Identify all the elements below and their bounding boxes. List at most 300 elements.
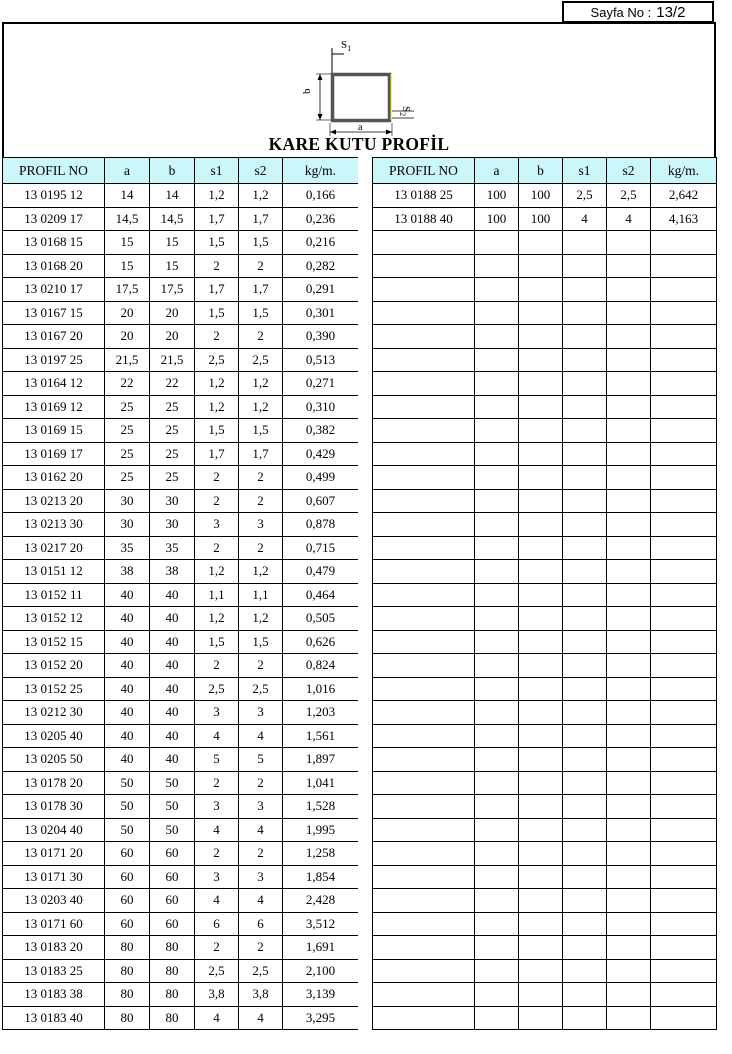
table-cell	[519, 419, 563, 443]
table-cell	[563, 983, 607, 1007]
table-cell	[475, 795, 519, 819]
table-cell: 1,7	[239, 442, 283, 466]
table-cell	[607, 419, 651, 443]
table-cell: 1,2	[195, 184, 239, 208]
column-header: b	[150, 158, 195, 184]
table-cell: 2,5	[239, 677, 283, 701]
table-row	[373, 677, 717, 701]
table-row	[373, 654, 717, 678]
table-cell: 2	[239, 489, 283, 513]
table-cell: 1,2	[239, 607, 283, 631]
table-cell: 0,513	[283, 348, 359, 372]
table-cell	[651, 254, 717, 278]
table-row	[373, 254, 717, 278]
table-cell: 13 0203 40	[3, 889, 105, 913]
table-row	[373, 771, 717, 795]
table-cell	[651, 489, 717, 513]
table-cell	[563, 560, 607, 584]
table-row	[373, 983, 717, 1007]
table-cell	[373, 372, 475, 396]
table-cell	[563, 254, 607, 278]
table-cell	[607, 536, 651, 560]
table-cell	[475, 1006, 519, 1030]
table-row	[373, 348, 717, 372]
box-profile-shape	[333, 75, 390, 121]
table-cell	[563, 395, 607, 419]
table-cell	[475, 959, 519, 983]
table-row	[3, 607, 359, 631]
table-cell: 1,7	[239, 278, 283, 302]
table-cell	[563, 513, 607, 537]
table-cell: 1,897	[283, 748, 359, 772]
table-cell: 35	[150, 536, 195, 560]
table-cell	[651, 607, 717, 631]
right-header-row	[373, 158, 717, 184]
table-cell: 13 0205 40	[3, 724, 105, 748]
table-row	[3, 771, 359, 795]
table-cell	[475, 466, 519, 490]
table-cell	[475, 348, 519, 372]
table-cell	[475, 419, 519, 443]
table-cell: 1,561	[283, 724, 359, 748]
b-label: b	[301, 88, 313, 94]
table-cell: 3,8	[195, 983, 239, 1007]
table-row	[373, 536, 717, 560]
table-row	[3, 912, 359, 936]
table-row	[3, 630, 359, 654]
table-cell: 3	[239, 795, 283, 819]
table-cell	[475, 842, 519, 866]
table-cell	[607, 489, 651, 513]
table-row	[3, 795, 359, 819]
table-cell	[475, 489, 519, 513]
table-cell: 0,479	[283, 560, 359, 584]
table-cell: 2	[239, 771, 283, 795]
table-cell: 30	[105, 489, 150, 513]
table-cell	[519, 630, 563, 654]
table-row	[3, 560, 359, 584]
table-cell	[651, 583, 717, 607]
table-cell: 40	[150, 748, 195, 772]
table-cell	[651, 654, 717, 678]
table-cell	[475, 395, 519, 419]
table-cell	[475, 654, 519, 678]
table-cell	[607, 818, 651, 842]
table-cell	[563, 771, 607, 795]
table-cell: 13 0178 20	[3, 771, 105, 795]
table-cell: 1,5	[239, 630, 283, 654]
table-cell: 22	[150, 372, 195, 396]
table-cell	[519, 301, 563, 325]
table-cell	[651, 842, 717, 866]
table-cell	[373, 231, 475, 255]
table-row	[373, 607, 717, 631]
table-cell: 60	[150, 842, 195, 866]
table-cell	[519, 654, 563, 678]
table-cell	[373, 630, 475, 654]
table-row	[3, 489, 359, 513]
table-cell	[563, 466, 607, 490]
table-cell: 50	[105, 818, 150, 842]
table-cell: 60	[105, 842, 150, 866]
table-row	[373, 701, 717, 725]
table-cell: 25	[150, 419, 195, 443]
table-cell: 2	[239, 536, 283, 560]
table-cell: 14	[150, 184, 195, 208]
table-cell	[373, 983, 475, 1007]
table-row	[373, 278, 717, 302]
table-cell	[607, 513, 651, 537]
table-cell	[475, 254, 519, 278]
table-cell: 13 0217 20	[3, 536, 105, 560]
table-cell	[373, 301, 475, 325]
table-cell: 60	[150, 865, 195, 889]
table-cell: 3,512	[283, 912, 359, 936]
table-row	[373, 1006, 717, 1030]
table-cell: 14,5	[105, 207, 150, 231]
table-cell: 2	[239, 842, 283, 866]
table-cell: 3	[195, 701, 239, 725]
table-cell: 1,2	[239, 372, 283, 396]
table-cell	[563, 419, 607, 443]
table-cell	[607, 583, 651, 607]
column-header: a	[105, 158, 150, 184]
table-cell	[475, 677, 519, 701]
table-cell: 4	[195, 889, 239, 913]
table-cell	[563, 583, 607, 607]
table-row	[373, 442, 717, 466]
table-cell: 4	[239, 1006, 283, 1030]
table-cell	[563, 748, 607, 772]
table-cell	[563, 536, 607, 560]
table-cell: 1,2	[195, 607, 239, 631]
table-cell	[563, 724, 607, 748]
table-cell: 13 0171 20	[3, 842, 105, 866]
table-cell: 2	[195, 466, 239, 490]
table-cell: 13 0152 12	[3, 607, 105, 631]
table-cell: 0,166	[283, 184, 359, 208]
table-row	[373, 748, 717, 772]
table-cell	[519, 677, 563, 701]
table-cell: 13 0169 17	[3, 442, 105, 466]
table-row	[3, 536, 359, 560]
table-cell: 0,499	[283, 466, 359, 490]
table-row	[373, 583, 717, 607]
table-cell	[475, 325, 519, 349]
table-cell	[607, 395, 651, 419]
table-cell: 30	[105, 513, 150, 537]
table-cell: 25	[150, 395, 195, 419]
table-cell: 4	[195, 1006, 239, 1030]
table-cell: 13 0213 20	[3, 489, 105, 513]
table-cell: 1,5	[195, 630, 239, 654]
table-cell: 1,854	[283, 865, 359, 889]
table-cell	[373, 748, 475, 772]
table-cell	[563, 278, 607, 302]
s1-label: $S_1$	[341, 39, 352, 53]
table-cell: 13 0188 25	[373, 184, 475, 208]
table-cell	[651, 912, 717, 936]
table-cell	[519, 560, 563, 584]
table-cell	[373, 677, 475, 701]
table-cell	[563, 442, 607, 466]
table-row	[3, 254, 359, 278]
column-header: s2	[607, 158, 651, 184]
table-cell	[373, 724, 475, 748]
table-cell	[607, 701, 651, 725]
table-cell: 2,5	[239, 959, 283, 983]
table-cell	[607, 278, 651, 302]
table-cell: 0,271	[283, 372, 359, 396]
table-cell: 20	[105, 301, 150, 325]
table-cell	[373, 701, 475, 725]
table-row	[3, 372, 359, 396]
table-cell	[373, 889, 475, 913]
table-row	[373, 865, 717, 889]
table-cell	[475, 372, 519, 396]
table-row	[373, 795, 717, 819]
table-cell	[607, 630, 651, 654]
table-cell	[373, 348, 475, 372]
table-cell: 13 0151 12	[3, 560, 105, 584]
table-cell: 40	[105, 630, 150, 654]
table-cell: 80	[150, 983, 195, 1007]
table-cell: 40	[150, 701, 195, 725]
column-header: s1	[563, 158, 607, 184]
table-cell	[607, 372, 651, 396]
table-cell: 6	[239, 912, 283, 936]
table-cell	[373, 959, 475, 983]
table-row	[373, 959, 717, 983]
table-cell: 35	[105, 536, 150, 560]
table-cell	[607, 936, 651, 960]
table-row	[3, 513, 359, 537]
table-row	[3, 348, 359, 372]
table-cell: 1,5	[239, 419, 283, 443]
table-cell: 2,5	[563, 184, 607, 208]
table-row	[3, 983, 359, 1007]
table-cell	[607, 607, 651, 631]
table-cell: 25	[105, 442, 150, 466]
table-cell	[607, 231, 651, 255]
right-table-body	[373, 184, 717, 1030]
table-cell: 13 0167 20	[3, 325, 105, 349]
table-cell	[519, 701, 563, 725]
table-cell: 1,258	[283, 842, 359, 866]
table-cell: 0,715	[283, 536, 359, 560]
table-cell	[475, 560, 519, 584]
table-cell: 1,2	[195, 560, 239, 584]
page-number: 13/2	[656, 3, 686, 21]
table-cell	[475, 818, 519, 842]
table-cell	[519, 442, 563, 466]
table-cell: 15	[150, 231, 195, 255]
table-row	[3, 865, 359, 889]
table-cell	[607, 795, 651, 819]
table-cell: 3	[239, 701, 283, 725]
table-cell: 13 0213 30	[3, 513, 105, 537]
table-cell	[607, 654, 651, 678]
table-cell: 50	[150, 795, 195, 819]
table-cell: 30	[150, 513, 195, 537]
table-cell: 60	[105, 865, 150, 889]
table-cell: 1,1	[195, 583, 239, 607]
table-cell: 40	[150, 583, 195, 607]
table-cell	[373, 1006, 475, 1030]
table-row	[373, 936, 717, 960]
table-cell	[373, 254, 475, 278]
table-cell	[651, 701, 717, 725]
table-cell: 2,5	[195, 959, 239, 983]
table-cell	[373, 489, 475, 513]
table-cell: 1,2	[195, 395, 239, 419]
table-row	[373, 912, 717, 936]
table-cell	[607, 842, 651, 866]
table-cell: 1,041	[283, 771, 359, 795]
table-cell	[651, 889, 717, 913]
table-row	[373, 231, 717, 255]
table-cell: 1,203	[283, 701, 359, 725]
table-row	[3, 724, 359, 748]
table-cell	[651, 771, 717, 795]
table-cell: 100	[475, 184, 519, 208]
table-cell: 13 0168 20	[3, 254, 105, 278]
table-cell	[519, 842, 563, 866]
table-cell: 2	[195, 325, 239, 349]
table-cell: 13 0183 38	[3, 983, 105, 1007]
column-header: kg/m.	[651, 158, 717, 184]
column-header: PROFIL NO	[3, 158, 105, 184]
table-cell: 100	[519, 207, 563, 231]
table-cell	[373, 278, 475, 302]
table-cell	[563, 959, 607, 983]
header-panel	[2, 22, 716, 157]
table-cell: 13 0164 12	[3, 372, 105, 396]
table-row	[3, 818, 359, 842]
table-cell: 2	[239, 325, 283, 349]
table-cell: 2,5	[607, 184, 651, 208]
table-cell: 14	[105, 184, 150, 208]
table-cell: 0,505	[283, 607, 359, 631]
table-cell: 2,100	[283, 959, 359, 983]
table-cell: 40	[150, 724, 195, 748]
table-cell	[563, 889, 607, 913]
table-cell	[475, 607, 519, 631]
table-row	[3, 889, 359, 913]
column-header: b	[519, 158, 563, 184]
table-cell: 1,016	[283, 677, 359, 701]
table-cell	[651, 466, 717, 490]
table-cell	[475, 442, 519, 466]
left-table-body	[3, 184, 359, 1030]
table-cell	[651, 795, 717, 819]
table-cell	[519, 607, 563, 631]
table-cell: 3,139	[283, 983, 359, 1007]
table-cell: 2	[195, 254, 239, 278]
table-cell: 13 0152 20	[3, 654, 105, 678]
table-cell: 40	[150, 607, 195, 631]
table-row	[373, 301, 717, 325]
table-cell: 4	[195, 724, 239, 748]
table-cell: 25	[105, 466, 150, 490]
table-cell: 60	[150, 889, 195, 913]
table-cell	[519, 536, 563, 560]
profile-diagram	[300, 32, 440, 138]
table-cell: 13 0162 20	[3, 466, 105, 490]
table-cell	[651, 1006, 717, 1030]
table-cell: 2	[239, 654, 283, 678]
table-cell: 13 0152 25	[3, 677, 105, 701]
table-cell: 38	[105, 560, 150, 584]
column-header: a	[475, 158, 519, 184]
table-cell	[373, 583, 475, 607]
table-cell	[519, 583, 563, 607]
table-row	[3, 1006, 359, 1030]
table-cell: 3	[195, 513, 239, 537]
table-cell: 1,691	[283, 936, 359, 960]
table-cell	[607, 254, 651, 278]
table-cell: 13 0205 50	[3, 748, 105, 772]
table-cell: 25	[105, 419, 150, 443]
table-cell	[651, 983, 717, 1007]
table-cell: 0,390	[283, 325, 359, 349]
table-cell	[563, 677, 607, 701]
table-cell	[563, 936, 607, 960]
table-cell: 2	[195, 489, 239, 513]
table-row	[373, 184, 717, 208]
table-cell: 40	[105, 748, 150, 772]
table-cell: 1,7	[239, 207, 283, 231]
table-cell: 100	[519, 184, 563, 208]
table-cell	[563, 325, 607, 349]
table-cell: 2	[195, 936, 239, 960]
table-row	[3, 442, 359, 466]
table-cell: 1,7	[195, 278, 239, 302]
table-cell: 1,2	[239, 184, 283, 208]
table-cell: 13 0152 11	[3, 583, 105, 607]
table-cell: 13 0168 15	[3, 231, 105, 255]
table-cell: 2,428	[283, 889, 359, 913]
table-cell	[475, 513, 519, 537]
table-cell	[475, 771, 519, 795]
table-cell	[651, 231, 717, 255]
table-cell	[651, 536, 717, 560]
table-cell: 0,382	[283, 419, 359, 443]
table-row	[373, 513, 717, 537]
table-cell	[563, 607, 607, 631]
table-cell: 6	[195, 912, 239, 936]
table-cell: 3	[239, 513, 283, 537]
table-cell	[519, 795, 563, 819]
table-cell	[651, 419, 717, 443]
table-cell	[651, 818, 717, 842]
table-cell: 4	[563, 207, 607, 231]
table-cell	[475, 583, 519, 607]
table-cell: 21,5	[105, 348, 150, 372]
table-cell	[475, 865, 519, 889]
table-row	[373, 325, 717, 349]
table-cell	[475, 912, 519, 936]
table-cell: 1,528	[283, 795, 359, 819]
table-cell: 80	[150, 1006, 195, 1030]
table-cell	[475, 231, 519, 255]
table-cell: 3,295	[283, 1006, 359, 1030]
table-cell	[563, 489, 607, 513]
table-cell: 80	[105, 983, 150, 1007]
table-cell: 2	[239, 254, 283, 278]
table-cell	[519, 959, 563, 983]
table-cell: 40	[150, 654, 195, 678]
